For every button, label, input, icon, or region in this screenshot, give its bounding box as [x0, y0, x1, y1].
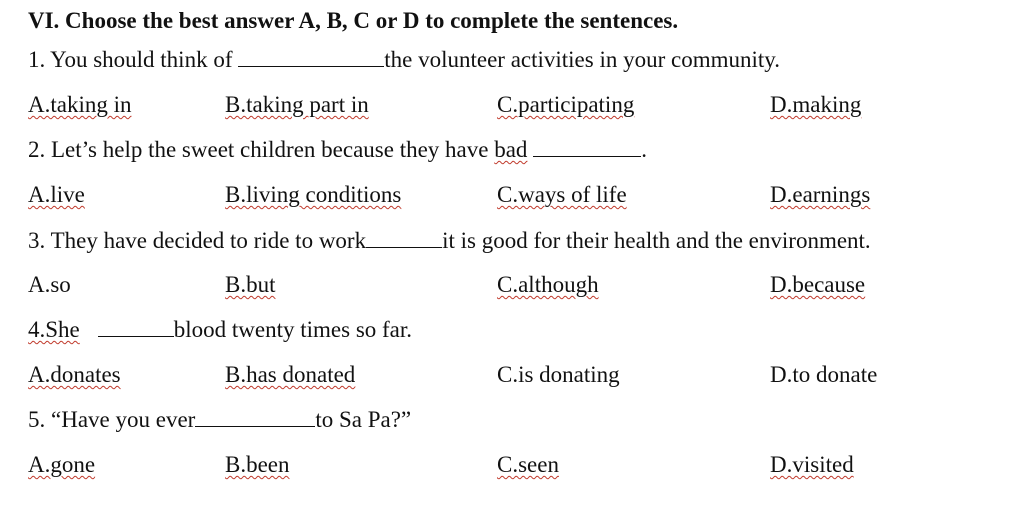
question-1-option-b[interactable]: B.taking part in: [225, 92, 369, 117]
question-4-text-after: blood twenty times so far.: [173, 317, 413, 342]
question-2-option-a[interactable]: A.live: [28, 182, 85, 207]
question-2-text-after: .: [641, 137, 647, 162]
question-5-text-before: 5. “Have you ever: [28, 407, 196, 432]
question-1-text-before: 1. You should think of: [28, 47, 239, 72]
question-3-option-a[interactable]: A.so: [28, 272, 71, 297]
question-1: [28, 45, 780, 75]
question-3-blank: [366, 229, 442, 248]
question-3-text-before: 3. They have decided to ride to work: [28, 228, 367, 253]
question-2: [28, 135, 647, 165]
question-2-text-before: 2. Let’s help the sweet children because they have: [28, 137, 495, 162]
question-4-option-b[interactable]: B.has donated: [225, 362, 356, 387]
question-3-option-c[interactable]: C.although: [497, 272, 599, 297]
question-4-option-d[interactable]: D.to donate: [770, 362, 878, 387]
question-4-option-a[interactable]: A.donates: [28, 362, 121, 387]
question-4-option-c[interactable]: C.is donating: [497, 362, 620, 387]
question-5-option-b[interactable]: B.been: [225, 452, 290, 477]
question-2-blank: [533, 138, 641, 157]
question-5-text-after: to Sa Pa?”: [315, 407, 412, 432]
question-4-word: 4.She: [28, 317, 80, 342]
question-3: [28, 226, 871, 256]
question-4: [28, 315, 412, 345]
question-3-option-d[interactable]: D.because: [770, 272, 866, 297]
question-3-option-b[interactable]: B.but: [225, 272, 276, 297]
question-5: [28, 405, 411, 435]
question-1-blank: [238, 48, 384, 67]
question-1-text-after: the volunteer activities in your community.: [384, 47, 781, 72]
question-5-blank: [195, 408, 315, 427]
question-1-option-d[interactable]: D.making: [770, 92, 862, 117]
question-5-option-a[interactable]: A.gone: [28, 452, 96, 477]
question-2-option-d[interactable]: D.earnings: [770, 182, 871, 207]
question-1-option-a[interactable]: A.taking in: [28, 92, 132, 117]
question-3-text-after: it is good for their health and the environment.: [442, 228, 871, 253]
question-2-option-c[interactable]: C.ways of life: [497, 182, 627, 207]
question-5-option-c[interactable]: C.seen: [497, 452, 559, 477]
question-2-option-b[interactable]: B.living conditions: [225, 182, 402, 207]
question-2-word: bad: [494, 137, 528, 162]
exercise-heading: VI. Choose the best answer A, B, C or D to complete the sentences.: [28, 8, 679, 33]
question-4-blank: [98, 318, 174, 337]
question-1-option-c[interactable]: C.participating: [497, 92, 635, 117]
question-5-option-d[interactable]: D.visited: [770, 452, 854, 477]
